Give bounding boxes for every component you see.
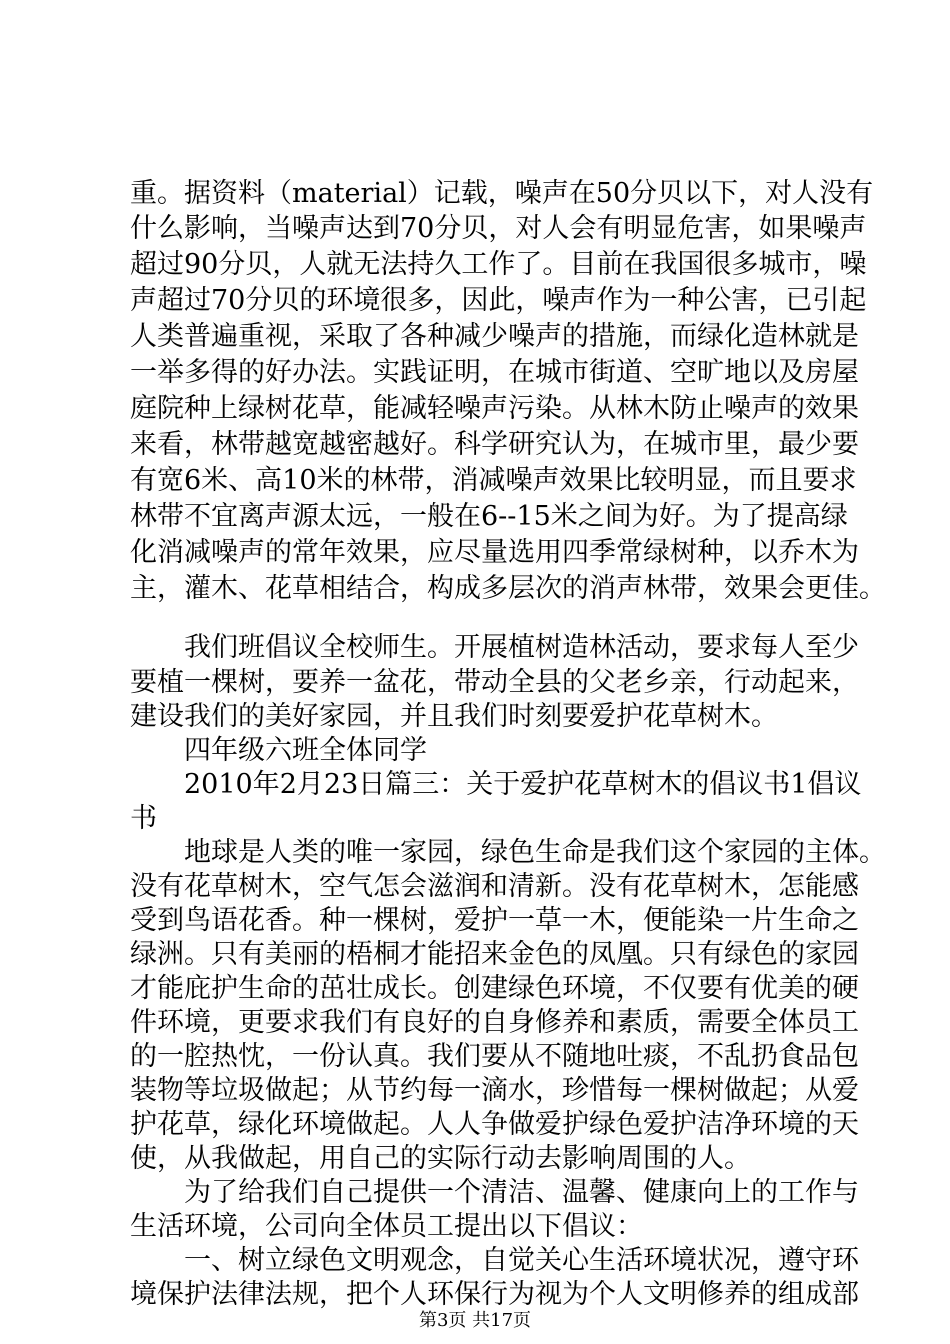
page-number-footer: 第3页 共17页	[418, 1310, 532, 1331]
text-line: 一、树立绿色文明观念，自觉关心生活环境状况，遵守环	[184, 1245, 859, 1276]
text-line: 书	[130, 803, 157, 834]
text-line: 有宽6米、高10米的林带，消减噪声效果比较明显，而且要求	[130, 465, 857, 496]
text-line: 林带不宜离声源太远，一般在6--15米之间为好。为了提高绿	[130, 501, 848, 532]
text-line: 超过90分贝，人就无法持久工作了。目前在我国很多城市，噪	[130, 249, 867, 280]
text-line: 使，从我做起，用自己的实际行动去影响周围的人。	[130, 1143, 751, 1174]
text-line: 我们班倡议全校师生。开展植树造林活动，要求每人至少	[184, 632, 859, 663]
signature-line: 四年级六班全体同学	[184, 735, 427, 766]
text-line: 生活环境，公司向全体员工提出以下倡议：	[130, 1211, 643, 1242]
text-line: 来看，林带越宽越密越好。科学研究认为，在城市里，最少要	[130, 429, 859, 460]
text-line: 重。据资料（material）记载，噪声在50分贝以下，对人没有	[130, 178, 874, 209]
date-heading-line: 2010年2月23日篇三：关于爱护花草树木的倡议书1倡议	[184, 769, 862, 800]
text-line: 的一腔热忱，一份认真。我们要从不随地吐痰，不乱扔食品包	[130, 1041, 859, 1072]
text-line: 地球是人类的唯一家园，绿色生命是我们这个家园的主体。	[184, 837, 886, 868]
text-line: 绿洲。只有美丽的梧桐才能招来金色的凤凰。只有绿色的家园	[130, 939, 859, 970]
text-line: 声超过70分贝的环境很多，因此，噪声作为一种公害，已引起	[130, 285, 867, 316]
text-line: 化消减噪声的常年效果，应尽量选用四季常绿树种，以乔木为	[130, 537, 859, 568]
text-line: 为了给我们自己提供一个清洁、温馨、健康向上的工作与	[184, 1177, 859, 1208]
text-line: 才能庇护生命的茁壮成长。创建绿色环境，不仅要有优美的硬	[130, 973, 859, 1004]
text-line: 人类普遍重视，采取了各种减少噪声的措施，而绿化造林就是	[130, 321, 859, 352]
text-line: 没有花草树木，空气怎会滋润和清新。没有花草树木，怎能感	[130, 871, 859, 902]
text-line: 境保护法律法规，把个人环保行为视为个人文明修养的组成部	[130, 1279, 859, 1310]
text-line: 件环境，更要求我们有良好的自身修养和素质，需要全体员工	[130, 1007, 859, 1038]
text-line: 主，灌木、花草相结合，构成多层次的消声林带，效果会更佳。	[130, 573, 886, 604]
text-line: 一举多得的好办法。实践证明，在城市街道、空旷地以及房屋	[130, 357, 859, 388]
text-line: 建设我们的美好家园，并且我们时刻要爱护花草树木。	[130, 701, 778, 732]
text-line: 什么影响，当噪声达到70分贝，对人会有明显危害，如果噪声	[130, 213, 867, 244]
text-line: 庭院种上绿树花草，能减轻噪声污染。从林木防止噪声的效果	[130, 393, 859, 424]
text-line: 护花草，绿化环境做起。人人争做爱护绿色爱护洁净环境的天	[130, 1109, 859, 1140]
text-line: 装物等垃圾做起；从节约每一滴水，珍惜每一棵树做起；从爱	[130, 1075, 859, 1106]
text-line: 要植一棵树，要养一盆花，带动全县的父老乡亲，行动起来，	[130, 667, 859, 698]
text-line: 受到鸟语花香。种一棵树，爱护一草一木，便能染一片生命之	[130, 905, 859, 936]
